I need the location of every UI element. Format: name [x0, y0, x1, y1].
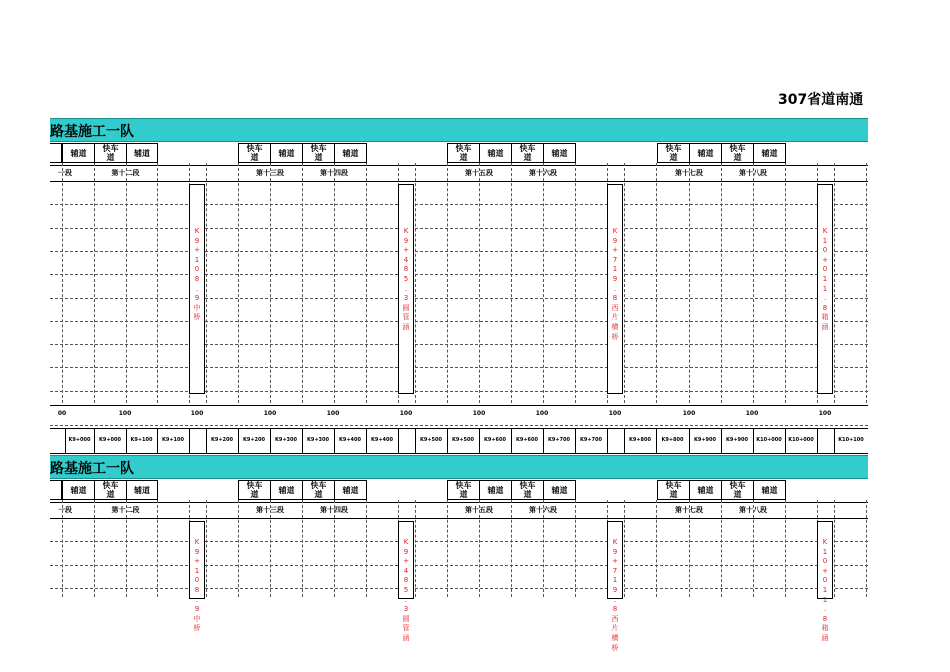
header-fudao: 辅道 [753, 480, 786, 500]
distance-value: 100 [818, 410, 832, 417]
grid-column-rule [447, 163, 448, 403]
grid-column-rule [543, 500, 544, 597]
header-fudao: 辅道 [479, 480, 512, 500]
section-band-title: 路基施工一队 [50, 461, 134, 477]
distance-value: 100 [682, 410, 696, 417]
header-fudao: 辅道 [62, 143, 95, 163]
segment-label: 第十七段 [675, 506, 703, 514]
grid-column-rule [366, 163, 367, 403]
station-label: K9+200 [211, 437, 233, 443]
header-fudao: 辅道 [543, 143, 576, 163]
header-kuaichedao: 快车 道 [657, 143, 690, 163]
grid-column-rule [334, 163, 335, 403]
segment-row-top [50, 502, 868, 503]
segment-label: 第十二段 [111, 506, 140, 514]
grid-column-rule [479, 163, 480, 403]
structure-label: K 9 + 4 8 5 . 3 圆 管 涵 [402, 538, 410, 642]
segment-label: 第十六段 [529, 169, 557, 177]
document-title: 307省道南通 [778, 92, 864, 108]
structure-label: K 9 + 4 8 5 . 3 圆 管 涵 [402, 227, 410, 331]
structure-label: K 1 0 + 0 1 1 . 8 箱 涵 [821, 538, 829, 642]
structure-box [607, 184, 623, 394]
structure-label: K 9 + 7 1 9 . 8 西 片 横 桥 [611, 227, 619, 341]
grid-column-rule [721, 163, 722, 403]
grid-row-rule [50, 391, 868, 392]
header-fudao: 辅道 [334, 480, 367, 500]
station-cell-border [398, 428, 399, 453]
segment-row-bottom [50, 181, 868, 182]
structure-label: K 9 + 7 1 9 . 8 西 片 横 桥 [611, 538, 619, 652]
distance-value: 100 [745, 410, 759, 417]
distance-value: 100 [399, 410, 413, 417]
grid-row-rule [50, 541, 868, 542]
distance-value: 100 [263, 410, 277, 417]
grid-column-rule [334, 500, 335, 597]
grid-column-rule [94, 163, 95, 403]
grid-column-rule [479, 500, 480, 597]
grid-column-rule [624, 163, 625, 403]
station-label: K9+900 [726, 437, 748, 443]
header-edge-cell [50, 143, 62, 163]
station-label: K9+700 [548, 437, 570, 443]
grid-column-rule [575, 500, 576, 597]
header-fudao: 辅道 [126, 143, 158, 163]
station-row-top [50, 428, 868, 429]
segment-label: 一段 [58, 169, 72, 177]
segment-label: 第十四段 [320, 506, 348, 514]
grid-column-rule [302, 500, 303, 597]
grid-column-rule [753, 163, 754, 403]
station-label: K9+100 [162, 437, 184, 443]
structure-label: K 9 + 1 0 8 . 9 中 桥 [193, 227, 201, 322]
distance-value: 100 [535, 410, 549, 417]
station-label: K9+100 [130, 437, 153, 443]
grid-column-rule [785, 500, 786, 597]
station-label: K9+600 [484, 437, 506, 443]
structure-label: K 9 + 1 0 8 . 9 中 桥 [193, 538, 201, 633]
structure-box [398, 521, 414, 642]
header-kuaichedao: 快车 道 [238, 143, 271, 163]
grid-column-rule [94, 500, 95, 597]
segment-label: 第十三段 [256, 169, 284, 177]
header-fudao: 辅道 [62, 480, 95, 500]
station-label: K9+200 [243, 437, 265, 443]
station-label: K9+000 [68, 437, 91, 443]
section-band-title: 路基施工一队 [50, 124, 134, 140]
station-cell-border [607, 428, 608, 453]
grid-row-rule [50, 204, 868, 205]
hundreds-row-top [50, 405, 868, 406]
grid-column-rule [270, 163, 271, 403]
header-fudao: 辅道 [689, 143, 722, 163]
grid-column-rule [206, 500, 207, 597]
header-kuaichedao: 快车 道 [721, 143, 754, 163]
grid-row-rule [50, 367, 868, 368]
header-fudao: 辅道 [334, 143, 367, 163]
grid-column-rule [126, 163, 127, 403]
segment-label: 第十七段 [675, 169, 703, 177]
station-label: K9+500 [420, 437, 442, 443]
station-label: K10+100 [838, 437, 864, 443]
hundreds-row-bottom [50, 425, 868, 426]
segment-label: 第十八段 [739, 169, 767, 177]
grid-column-rule [785, 163, 786, 403]
station-cell-border [189, 428, 190, 453]
structure-box [817, 521, 833, 642]
grid-column-rule [270, 500, 271, 597]
station-label: K9+800 [629, 437, 651, 443]
header-kuaichedao: 快车 道 [447, 480, 480, 500]
section-band [50, 455, 868, 479]
grid-row-rule [50, 274, 868, 275]
header-kuaichedao: 快车 道 [94, 480, 127, 500]
grid-row-rule [50, 298, 868, 299]
station-label: K9+300 [307, 437, 329, 443]
grid-column-rule [866, 163, 867, 403]
header-kuaichedao: 快车 道 [302, 143, 335, 163]
station-label: K9+000 [99, 437, 121, 443]
segment-label: 第十四段 [320, 169, 348, 177]
station-label: K10+000 [756, 437, 782, 443]
grid-row-rule [50, 588, 868, 589]
header-kuaichedao: 快车 道 [238, 480, 271, 500]
header-fudao: 辅道 [126, 480, 158, 500]
grid-column-rule [157, 163, 158, 403]
segment-label: 第十五段 [465, 506, 493, 514]
header-fudao: 辅道 [479, 143, 512, 163]
segment-label: 第十二段 [111, 169, 140, 177]
grid-column-rule [447, 500, 448, 597]
structure-box [189, 521, 205, 633]
segment-label: 第十八段 [739, 506, 767, 514]
structure-box [398, 184, 414, 394]
grid-column-rule [302, 163, 303, 403]
station-label: K9+500 [452, 437, 474, 443]
header-kuaichedao: 快车 道 [511, 480, 544, 500]
grid-column-rule [834, 500, 835, 597]
header-fudao: 辅道 [270, 143, 303, 163]
grid-column-rule [543, 163, 544, 403]
station-label: K9+700 [580, 437, 602, 443]
grid-column-rule [656, 500, 657, 597]
segment-label: 第十六段 [529, 506, 557, 514]
segment-row-top [50, 165, 868, 166]
header-kuaichedao: 快车 道 [657, 480, 690, 500]
header-kuaichedao: 快车 道 [447, 143, 480, 163]
grid-column-rule [206, 163, 207, 403]
station-label: K9+400 [339, 437, 361, 443]
distance-value: 100 [472, 410, 486, 417]
header-fudao: 辅道 [689, 480, 722, 500]
station-label: K9+900 [694, 437, 716, 443]
grid-column-rule [575, 163, 576, 403]
distance-value: 100 [326, 410, 340, 417]
grid-column-rule [834, 163, 835, 403]
grid-row-rule [50, 251, 868, 252]
distance-value: 00 [57, 410, 67, 417]
station-label: K9+800 [661, 437, 684, 443]
segment-row-bottom [50, 518, 868, 519]
grid-column-rule [689, 500, 690, 597]
grid-row-rule [50, 344, 868, 345]
station-label: K9+600 [516, 437, 538, 443]
header-fudao: 辅道 [753, 143, 786, 163]
grid-column-rule [157, 500, 158, 597]
station-label: K9+400 [371, 437, 393, 443]
header-fudao: 辅道 [543, 480, 576, 500]
header-kuaichedao: 快车 道 [511, 143, 544, 163]
grid-column-rule [238, 163, 239, 403]
segment-label: 第十三段 [256, 506, 284, 514]
grid-column-rule [624, 500, 625, 597]
station-row-bottom [50, 453, 868, 454]
station-cell-border [817, 428, 818, 453]
structure-label: K 1 0 + 0 1 1 . 8 箱 涵 [821, 227, 829, 331]
grid-column-rule [689, 163, 690, 403]
grid-row-rule [50, 321, 868, 322]
grid-column-rule [753, 500, 754, 597]
grid-column-rule [366, 500, 367, 597]
header-kuaichedao: 快车 道 [302, 480, 335, 500]
station-label: K10+000 [788, 437, 814, 443]
header-kuaichedao: 快车 道 [94, 143, 127, 163]
header-kuaichedao: 快车 道 [721, 480, 754, 500]
structure-box [189, 184, 205, 394]
distance-value: 100 [190, 410, 204, 417]
structure-box [817, 184, 833, 394]
grid-column-rule [721, 500, 722, 597]
grid-row-rule [50, 565, 868, 566]
grid-column-rule [62, 500, 63, 597]
distance-value: 100 [608, 410, 622, 417]
grid-column-rule [62, 163, 63, 403]
structure-box [607, 521, 623, 652]
grid-column-rule [511, 500, 512, 597]
grid-column-rule [126, 500, 127, 597]
grid-row-rule [50, 228, 868, 229]
distance-value: 100 [118, 410, 132, 417]
grid-column-rule [656, 163, 657, 403]
segment-label: 一段 [58, 506, 72, 514]
segment-label: 第十五段 [465, 169, 493, 177]
grid-column-rule [415, 163, 416, 403]
grid-column-rule [511, 163, 512, 403]
grid-column-rule [866, 500, 867, 597]
header-edge-cell [50, 480, 62, 500]
grid-column-rule [238, 500, 239, 597]
header-fudao: 辅道 [270, 480, 303, 500]
section-band [50, 118, 868, 142]
grid-column-rule [415, 500, 416, 597]
station-label: K9+300 [275, 437, 297, 443]
